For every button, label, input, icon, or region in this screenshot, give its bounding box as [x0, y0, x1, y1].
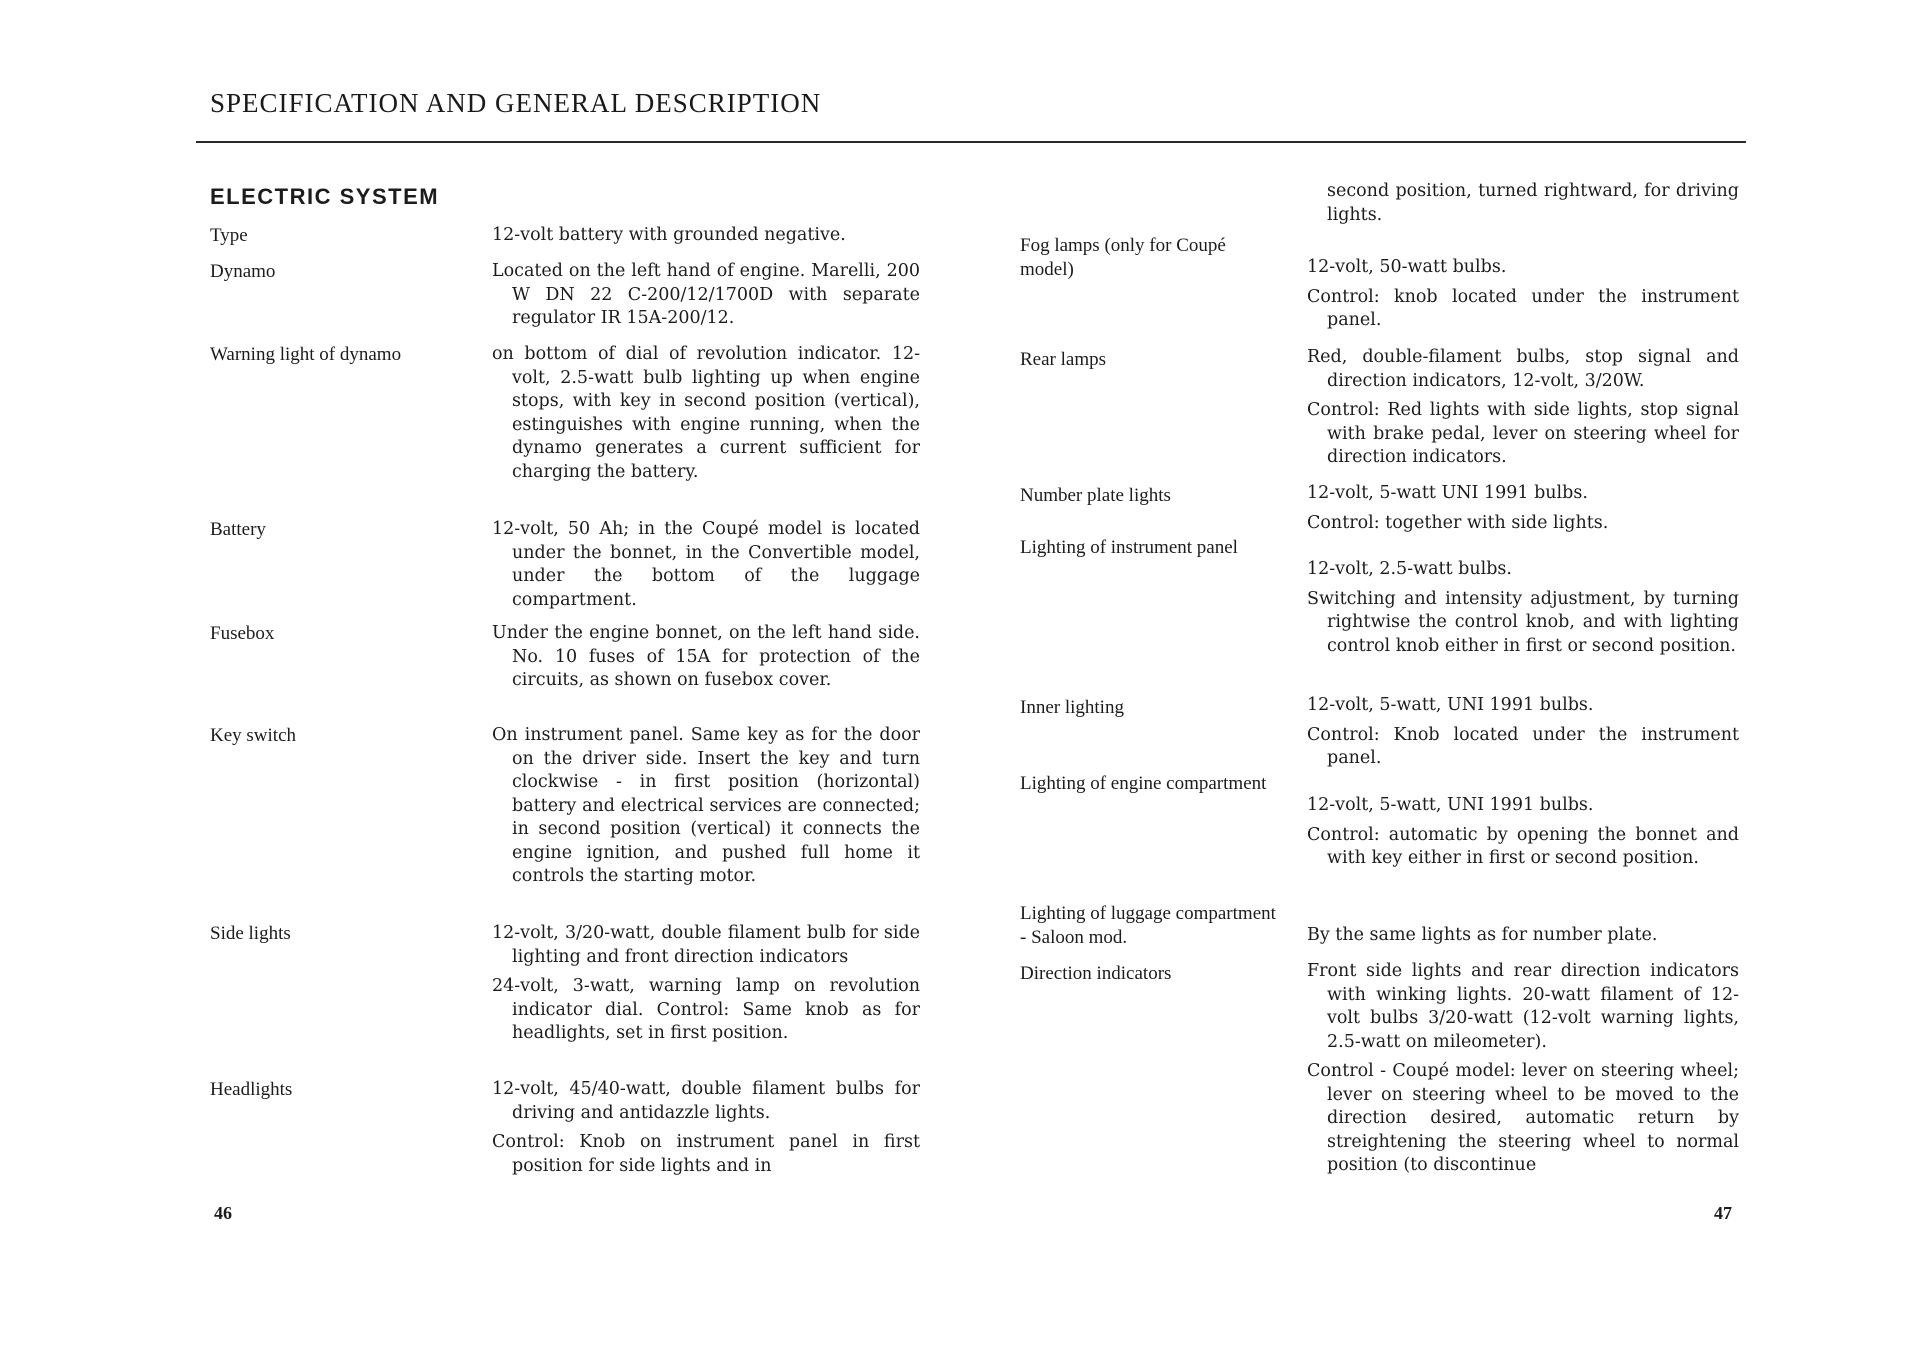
spec-desc-headlights	[492, 1078, 920, 1184]
spec-desc-warning-light	[492, 343, 920, 490]
spec-paragraph: Control: Knob located under the instrument panel.	[1307, 724, 1739, 768]
spec-label-key-switch: Key switch	[210, 725, 297, 746]
spec-label-engine-compartment: Lighting of engine compartment	[1020, 773, 1267, 794]
page-number-right: 47	[1714, 1203, 1732, 1223]
spec-desc-fusebox	[492, 622, 920, 699]
spec-desc-engine-compartment	[1307, 794, 1739, 877]
spec-label-warning-light: Warning light of dynamo	[210, 344, 402, 365]
spec-desc-type	[492, 224, 920, 254]
spec-label-fusebox: Fusebox	[210, 623, 275, 644]
header-rule	[196, 141, 1746, 143]
spec-label-type: Type	[210, 225, 248, 246]
spec-paragraph: 12-volt, 50 Ah; in the Coupé model is located under the bonnet, in the Convertible model, under the bottom of the luggage compartment.	[492, 519, 920, 610]
spec-desc-number-plate-lights	[1307, 482, 1739, 541]
spec-desc-luggage-compartment	[1307, 924, 1739, 954]
spec-paragraph: on bottom of dial of revolution indicator. 12-volt, 2.5-watt bulb lighting up when engine stops, with key in second position (vertical), estinguishes with engine running, when the dynamo generates a current sufficient for charging the battery.	[492, 344, 920, 482]
spec-label-headlights: Headlights	[210, 1079, 293, 1100]
spec-paragraph: 12-volt, 50-watt bulbs.	[1307, 257, 1507, 277]
spec-paragraph: Control: automatic by opening the bonnet and with key either in first or second position.	[1307, 824, 1739, 868]
spec-label-direction-indicators: Direction indicators	[1020, 963, 1172, 984]
spec-label-rear-lamps: Rear lamps	[1020, 349, 1107, 370]
spec-desc-side-lights	[492, 922, 920, 1052]
spec-label-instrument-panel: Lighting of instrument panel	[1020, 537, 1238, 558]
spec-paragraph: 12-volt, 3/20-watt, double filament bulb for side lighting and front direction indicators	[492, 923, 920, 967]
spec-paragraph: 12-volt, 45/40-watt, double filament bulbs for driving and antidazzle lights.	[492, 1079, 920, 1123]
spec-label-fog-lamps: Fog lamps (only for Coupé model)	[1020, 235, 1226, 280]
spec-label-number-plate-lights: Number plate lights	[1020, 485, 1171, 506]
spec-desc-direction-indicators	[1307, 960, 1739, 1184]
spec-label-side-lights: Side lights	[210, 923, 291, 944]
spec-paragraph: second position, turned rightward, for driving lights.	[1327, 181, 1739, 225]
spec-paragraph: Control: together with side lights.	[1307, 512, 1609, 533]
spec-paragraph: 12-volt, 5-watt UNI 1991 bulbs.	[1307, 483, 1588, 503]
spec-label-dynamo: Dynamo	[210, 261, 276, 282]
spec-paragraph: 12-volt battery with grounded negative.	[492, 225, 846, 245]
spec-desc-battery	[492, 518, 920, 618]
spec-paragraph: 12-volt, 5-watt, UNI 1991 bulbs.	[1307, 795, 1594, 815]
spec-desc-rear-lamps	[1307, 346, 1739, 476]
spec-desc-instrument-panel	[1307, 558, 1739, 664]
section-title: ELECTRIC SYSTEM	[210, 184, 440, 209]
spec-label-battery: Battery	[210, 519, 266, 540]
spec-paragraph: Control: Knob on instrument panel in first position for side lights and in	[492, 1132, 920, 1176]
spec-paragraph: Front side lights and rear direction indicators with winking lights. 20-watt filament of 12-volt bulbs 3/20-watt (12-volt warning lights, 2.5-watt on mileometer).	[1307, 961, 1739, 1052]
spec-paragraph: Control - Coupé model: lever on steering wheel; lever on steering wheel to be moved to the direction desired, automatic return by streightening the steering wheel to normal position (to discontinue	[1307, 1061, 1739, 1175]
spec-paragraph: 12-volt, 2.5-watt bulbs.	[1307, 559, 1512, 579]
spec-paragraph: By the same lights as for number plate.	[1307, 925, 1658, 945]
spec-desc-inner-lighting	[1307, 694, 1739, 777]
page-title: SPECIFICATION AND GENERAL DESCRIPTION	[210, 88, 822, 118]
spec-paragraph: Under the engine bonnet, on the left hand side. No. 10 fuses of 15A for protection of the circuits, as shown on fusebox cover.	[492, 623, 920, 690]
spec-paragraph: Located on the left hand of engine. Marelli, 200 W DN 22 C-200/12/1700D with separate regulator IR 15A-200/12.	[492, 261, 920, 328]
spec-desc-fog-lamps	[1307, 256, 1739, 339]
spec-paragraph: Red, double-filament bulbs, stop signal and direction indicators, 12-volt, 3/20W.	[1307, 347, 1739, 391]
spec-label-luggage-compartment: Lighting of luggage compartment - Saloon mod.	[1020, 903, 1276, 948]
spec-continuation	[1307, 180, 1739, 233]
spec-paragraph: Control: Red lights with side lights, stop signal with brake pedal, lever on steering wheel for direction indicators.	[1307, 400, 1739, 467]
spec-paragraph: 24-volt, 3-watt, warning lamp on revolution indicator dial. Control: Same knob as for headlights, set in first position.	[492, 976, 920, 1043]
spec-paragraph: On instrument panel. Same key as for the door on the driver side. Insert the key and turn clockwise - in first position (horizontal) battery and electrical services are connected; in second position (vertical) it connects the engine ignition, and pushed full home it controls the starting motor.	[492, 725, 920, 886]
page-number-left: 46	[214, 1203, 232, 1223]
spec-paragraph: 12-volt, 5-watt, UNI 1991 bulbs.	[1307, 695, 1594, 715]
spec-paragraph: Control: knob located under the instrument panel.	[1307, 286, 1739, 330]
spec-paragraph: Switching and intensity adjustment, by turning rightwise the control knob, and with lighting control knob either in first or second position.	[1307, 588, 1739, 656]
spec-desc-key-switch	[492, 724, 920, 895]
spec-label-inner-lighting: Inner lighting	[1020, 697, 1124, 718]
spec-desc-dynamo	[492, 260, 920, 337]
